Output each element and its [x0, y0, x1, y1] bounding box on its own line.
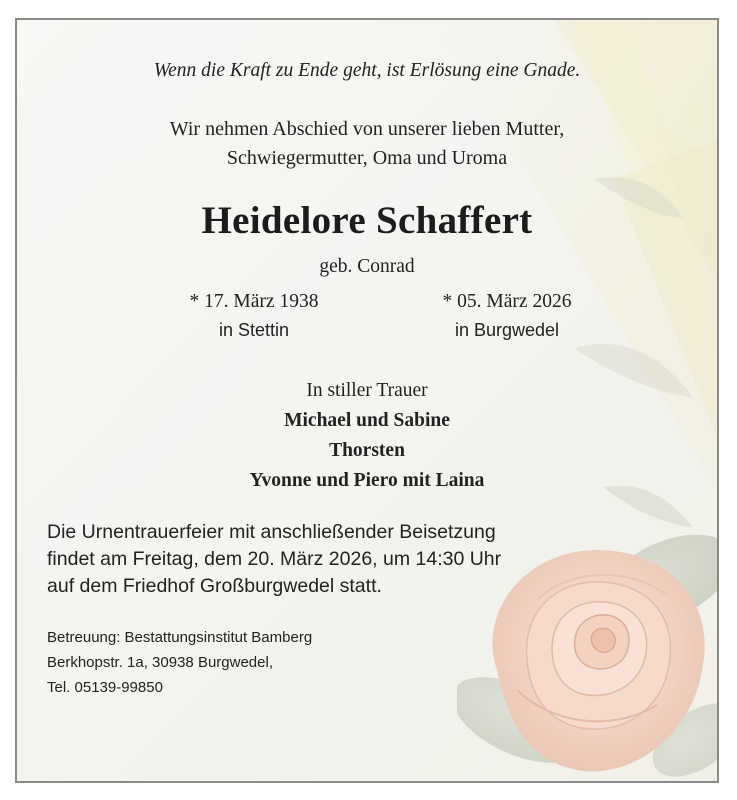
mourners-block: [17, 376, 717, 496]
intro-text: [17, 115, 717, 173]
birth-place: in Stettin: [218, 320, 290, 340]
undertaker-info: [47, 625, 312, 700]
ceremony-line: Die Urnentrauerfeier mit anschließender Beisetzung: [47, 521, 496, 543]
mourner-name: Thorsten: [329, 440, 405, 461]
motto-quote: Wenn die Kraft zu Ende geht, ist Erlösung eine Gnade.: [153, 60, 581, 81]
birth-name: geb. Conrad: [319, 256, 415, 277]
birth-info: [144, 288, 364, 344]
intro-line: Wir nehmen Abschied von unserer lieben Mutter,: [169, 118, 565, 140]
undertaker-line: Berkhopstr. 1a, 30938 Burgwedel,: [47, 654, 273, 671]
death-place: in Burgwedel: [454, 320, 560, 340]
death-date: * 05. März 2026: [442, 291, 572, 312]
ceremony-line: findet am Freitag, dem 20. März 2026, um 14:30 Uhr: [47, 548, 502, 570]
mourning-intro: In stiller Trauer: [306, 380, 428, 401]
ceremony-line: auf dem Friedhof Großburgwedel statt.: [47, 575, 382, 597]
intro-line: Schwiegermutter, Oma und Uroma: [226, 147, 508, 169]
ceremony-details: [47, 519, 501, 600]
death-info: [397, 288, 617, 344]
mourner-name: Michael und Sabine: [284, 410, 450, 431]
undertaker-line: Tel. 05139-99850: [47, 679, 163, 696]
birth-date: * 17. März 1938: [189, 291, 319, 312]
obituary-notice: [15, 18, 719, 783]
mourner-name: Yvonne und Piero mit Laina: [249, 470, 485, 491]
deceased-name: Heidelore Schaffert: [201, 199, 533, 242]
undertaker-line: Betreuung: Bestattungsinstitut Bamberg: [47, 629, 313, 646]
